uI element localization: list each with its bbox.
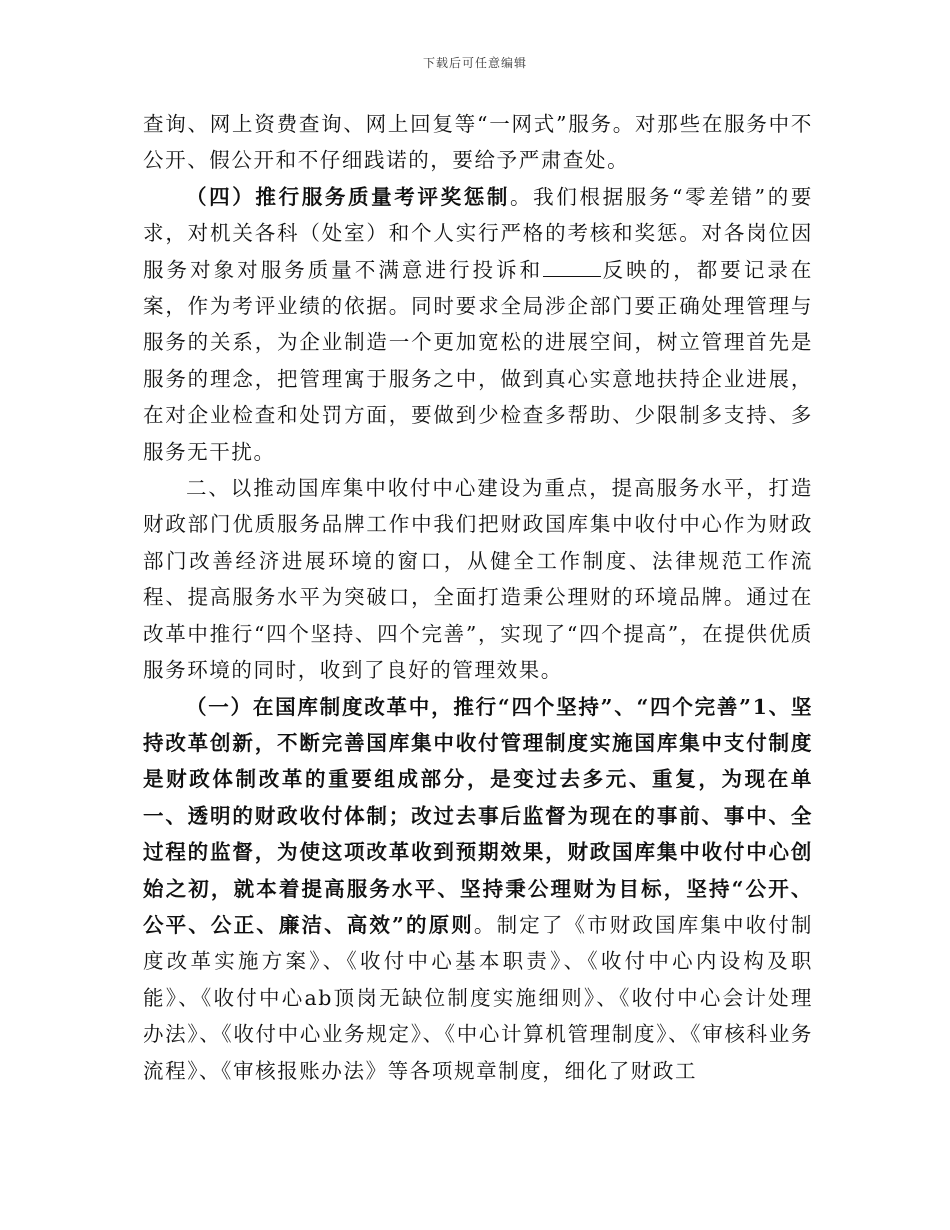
section-heading-4: （四）推行服务质量考评奖惩制 — [186, 184, 511, 209]
page-header: 下载后可任意编辑 — [422, 56, 527, 70]
paragraph-4-bold-text: （一）在国库制度改革中，推行“四个坚持”、“四个完善”1、坚持改革创新，不断完善国库集中收付管理制度实施国库集中支付制度是财政体制改革的重要组成部分，是变过去多元、重复，为现在单一、透明的财政收付体制；改过去事后监督为现在的事前、事中、全过程的监督，为使这项改革收到预期效果，财政国库集中收付中心创始之初，就本着提高服务水平、坚持秉公理财为目标，坚持“公开、公平、公正、廉洁、高效”的原则 — [143, 694, 813, 937]
fill-in-blank — [543, 258, 601, 277]
paragraph-2-text-a: 。我们根据服务“零差错”的要求，对机关各科（处室）和个人实行严格的考核和奖惩。对各岗位因服务对象对服务质量不满意进行投诉和 — [143, 184, 813, 282]
document-body — [143, 106, 813, 1089]
paragraph-2 — [143, 179, 813, 470]
paragraph-4 — [143, 689, 813, 1089]
paragraph-1: 查询、网上资费查询、网上回复等“一网式”服务。对那些在服务中不公开、假公开和不仔细践诺的，要给予严肃查处。 — [143, 112, 813, 173]
paragraph-2-text-b: 反映的，都要记录在案，作为考评业绩的依据。同时要求全局涉企部门要正确处理管理与服务的关系，为企业制造一个更加宽松的进展空间，树立管理首先是服务的理念，把管理寓于服务之中，做到真心实意地扶持企业进展，在对企业检查和处罚方面，要做到少检查多帮助、少限制多支持、多服务无干扰。 — [143, 257, 813, 464]
paragraph-4-normal-text: 。制定了《市财政国库集中收付制度改革实施方案》、《收付中心基本职责》、《收付中心内设构及职能》、《收付中心ab顶岗无缺位制度实施细则》、《收付中心会计处理办法》、《收付中心业务规定》、《中心计算机管理制度》、《审核科业务流程》、《审核报账办法》等各项规章制度，细化了财政工 — [143, 912, 814, 1083]
paragraph-3: 二、以推动国库集中收付中心建设为重点，提高服务水平，打造财政部门优质服务品牌工作中我们把财政国库集中收付中心作为财政部门改善经济进展环境的窗口，从健全工作制度、法律规范工作流程、提高服务水平为突破口，全面打造秉公理财的环境品牌。通过在改革中推行“四个坚持、四个完善”，实现了“四个提高”，在提供优质服务环境的同时，收到了良好的管理效果。 — [143, 476, 813, 683]
